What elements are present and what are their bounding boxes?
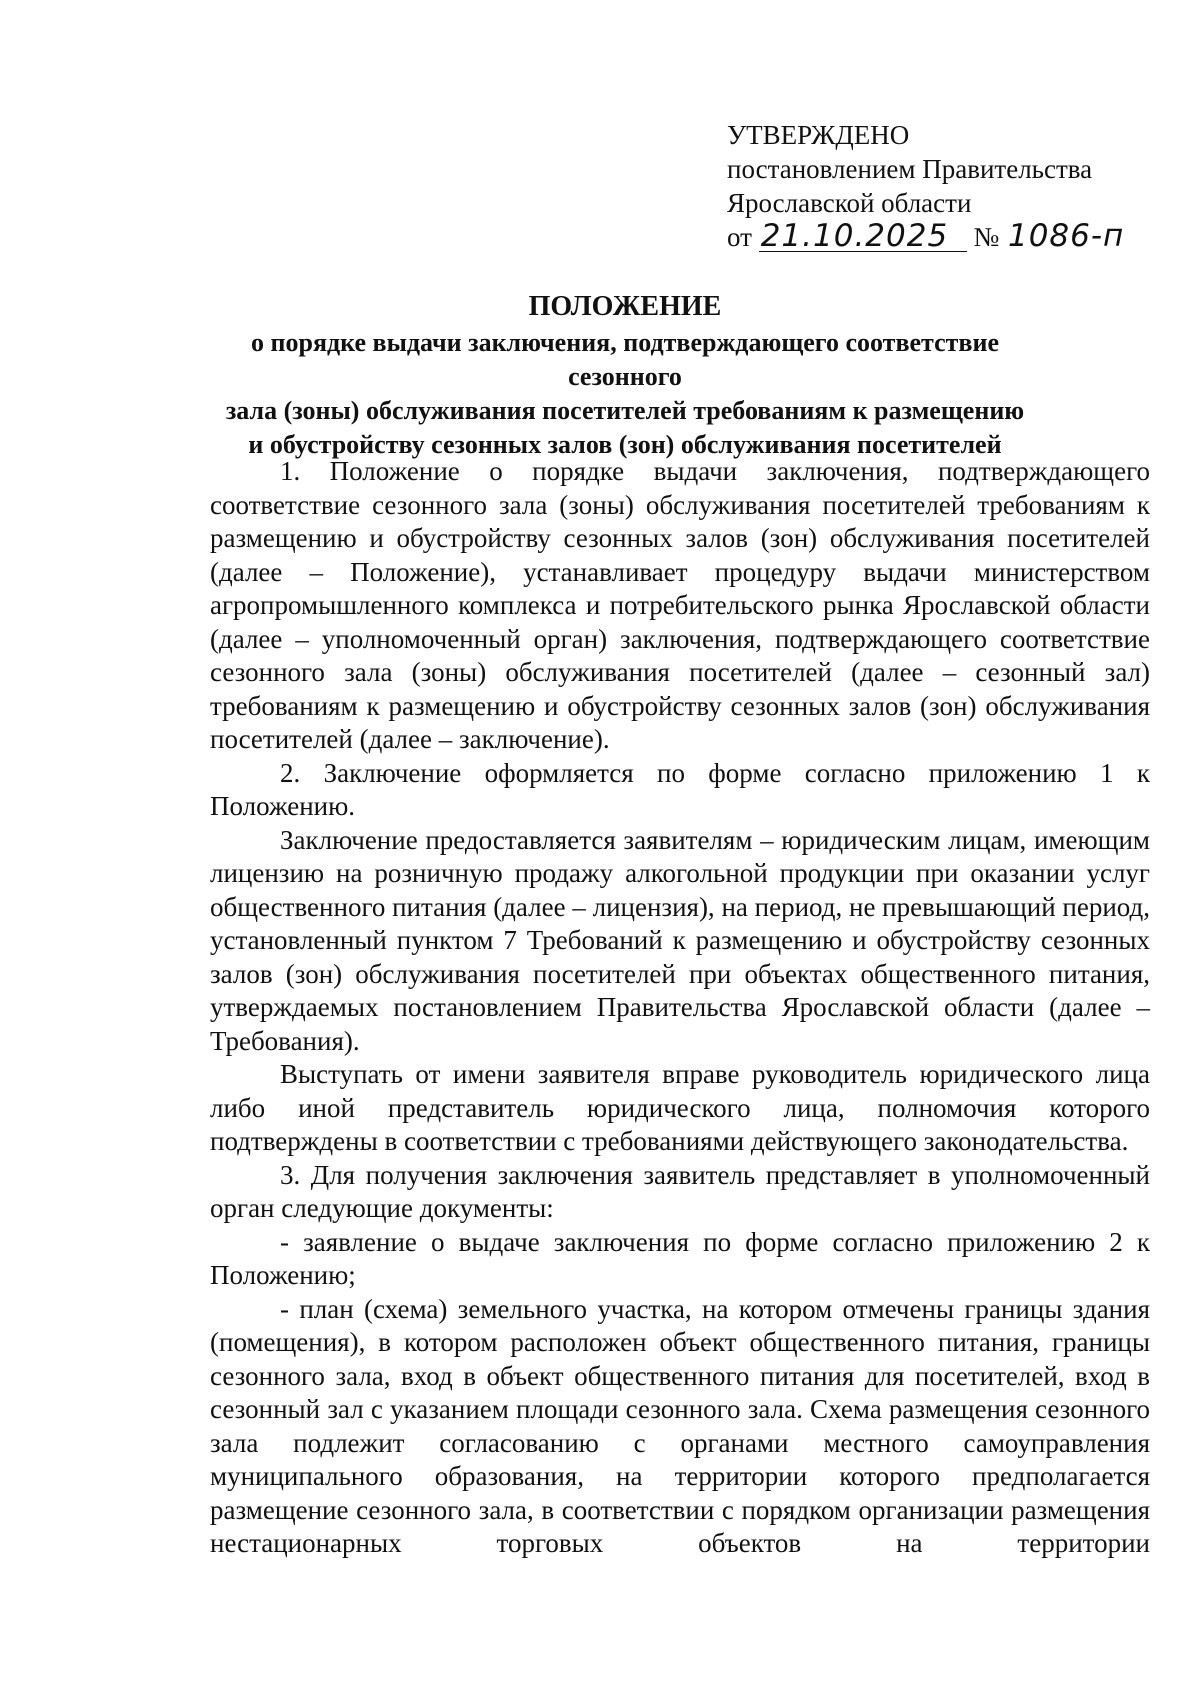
paragraph-1: 1. Положение о порядке выдачи заключения, подтверждающего соответствие сезонного зала (зоны) обслуживания посетителей требованиям к размещению и обустройству сезонных залов (зон) обслуживания посетителей (далее – Положение), устанавливает процедуру выдачи министерством агропромышленного комплекса и потребительского рынка Ярославской области (далее – уполномоченный орган) заключения, подтверждающего соответствие сезонного зала (зоны) обслуживания посетителей (далее – сезонный зал) требованиям к размещению и обустройству сезонных залов (зон) обслуживания посетителей (далее – заключение). bbox=[210, 456, 1150, 754]
number-prefix: № bbox=[973, 222, 1000, 252]
approval-line-2: Ярославской области bbox=[727, 188, 972, 218]
document-body bbox=[210, 455, 1150, 1561]
title-sub-line-3: и обустройству сезонных залов (зон) обслуживания посетителей bbox=[248, 430, 1002, 459]
paragraph-6: - заявление о выдаче заключения по форме согласно приложению 2 к Положению; bbox=[210, 1226, 1150, 1290]
approval-date-line bbox=[727, 220, 1167, 254]
approval-heading: УТВЕРЖДЕНО bbox=[727, 120, 910, 150]
approval-stamp bbox=[727, 118, 1167, 254]
document-title bbox=[195, 290, 1055, 462]
title-main: ПОЛОЖЕНИЕ bbox=[528, 291, 722, 322]
paragraph-3: Заключение предоставляется заявителям – юридическим лицам, имеющим лицензию на розничную продажу алкогольной продукции при оказании услуг общественного питания (далее – лицензия), на период, не превышающий период, установленный пунктом 7 Требований к размещению и обустройству сезонных залов (зон) обслуживания посетителей при объектах общественного питания, утверждаемых постановлением Правительства Ярославской области (далее – Требования). bbox=[210, 824, 1150, 1056]
date-prefix: от bbox=[727, 222, 752, 252]
handwritten-date: 21.10.2025 bbox=[759, 221, 967, 252]
handwritten-number: 1086-п bbox=[1007, 218, 1125, 254]
title-sub-line-1: о порядке выдачи заключения, подтверждающего соответствие сезонного bbox=[251, 328, 999, 391]
paragraph-5: 3. Для получения заключения заявитель представляет в уполномоченный орган следующие документы: bbox=[210, 1159, 1150, 1223]
paragraph-4: Выступать от имени заявителя вправе руководитель юридического лица либо иной представитель юридического лица, полномочия которого подтверждены в соответствии с требованиями действующего законодательства. bbox=[210, 1059, 1150, 1156]
title-sub-line-2: зала (зоны) обслуживания посетителей требованиям к размещению bbox=[225, 396, 1025, 425]
paragraph-7: - план (схема) земельного участка, на котором отмечены границы здания (помещения), в котором расположен объект общественного питания, границы сезонного зала, вход в объект общественного питания для посетителей, вход в сезонный зал с указанием площади сезонного зала. Схема размещения сезонного зала подлежит согласованию с органами местного самоуправления муниципального образования, на территории которого предполагается размещение сезонного зала, в соответствии с порядком организации размещения нестационарных торговых объектов на территории bbox=[210, 1293, 1150, 1558]
approval-line-1: постановлением Правительства bbox=[727, 154, 1093, 184]
paragraph-2: 2. Заключение оформляется по форме согласно приложению 1 к Положению. bbox=[210, 757, 1150, 821]
